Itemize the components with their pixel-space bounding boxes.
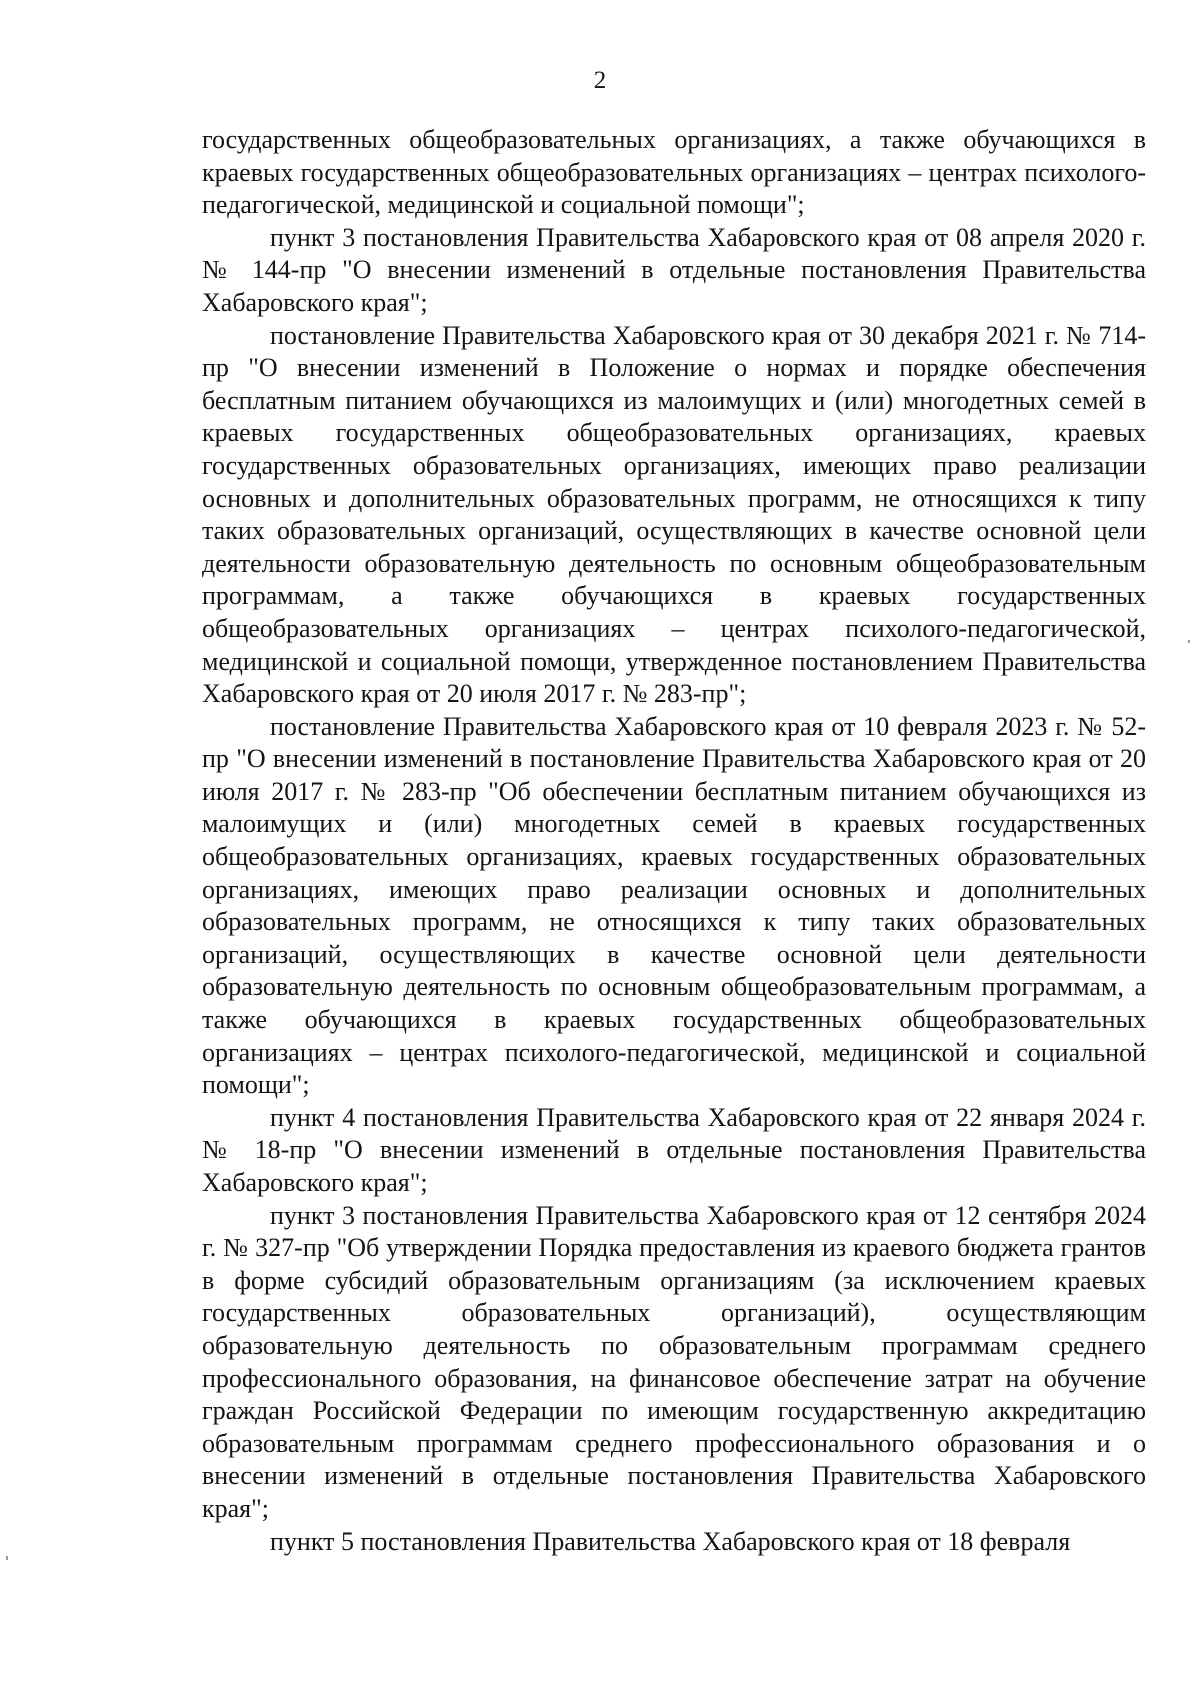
paragraph-item: постановление Правительства Хабаровского края от 30 декабря 2021 г. № 714-пр "О внесении изменений в Положение о нормах и порядке обеспечения бесплатным питанием обучающихся из малоимущих и (или) многодетных семей в краевых государственных общеобразовательных организациях, краевых государственных образовательных организациях, имеющих право реализации основных и дополнительных образовательных программ, не относящихся к типу таких образовательных организаций, осуществляющих в качестве основной цели деятельности образовательную деятельность по основным общеобразовательным программам, а также обучающихся в краевых государственных общеобразовательных организациях – центрах психолого-педагогической, медицинской и социальной помощи, утвержденное постановлением Правительства Хабаровского края от 20 июля 2017 г. № 283-пр"; xyxy=(202,320,1146,709)
paragraph-item: пункт 4 постановления Правительства Хабаровского края от 22 января 2024 г. № 18-пр "О внесении изменений в отдельные постановления Правительства Хабаровского края"; xyxy=(202,1102,1146,1197)
paragraph-item: постановление Правительства Хабаровского края от 10 февраля 2023 г. № 52-пр "О внесении изменений в постановление Правительства Хабаровского края от 20 июля 2017 г. № 283-пр "Об обеспечении бесплатным питанием обучающихся из малоимущих и (или) многодетных семей в краевых государственных общеобразовательных организациях, краевых государственных образовательных организациях, имеющих право реализации основных и дополнительных образовательных программ, не относящихся к типу таких образовательных организаций, осуществляющих в качестве основной цели деятельности образовательную деятельность по основным общеобразовательным программам, а также обучающихся в краевых государственных общеобразовательных организациях – центрах психолого-педагогической, медицинской и социальной помощи"; xyxy=(202,711,1146,1100)
paragraph-item-last: пункт 5 постановления Правительства Хабаровского края от 18 февраля xyxy=(270,1526,1071,1556)
page-number: 2 xyxy=(593,67,607,94)
scan-artifact-left xyxy=(6,1556,8,1560)
scan-artifact-right xyxy=(1188,640,1190,643)
paragraph-item: пункт 3 постановления Правительства Хабаровского края от 08 апреля 2020 г. № 144-пр "О внесении изменений в отдельные постановления Правительства Хабаровского края"; xyxy=(202,222,1146,317)
document-body xyxy=(202,124,1146,1558)
paragraph-continuation: государственных общеобразовательных организациях, а также обучающихся в краевых государственных общеобразовательных организациях – центрах психолого-педагогической, медицинской и социальной помощи"; xyxy=(202,125,1146,220)
paragraph-item: пункт 3 постановления Правительства Хабаровского края от 12 сентября 2024 г. № 327-пр "Об утверждении Порядка предоставления из краевого бюджета грантов в форме субсидий образовательным организациям (за исключением краевых государственных образовательных организаций), осуществляющим образовательную деятельность по образовательным программам среднего профессионального образования, на финансовое обеспечение затрат на обучение граждан Российской Федерации по имеющим государственную аккредитацию образовательным программам среднего профессионального образования и о внесении изменений в отдельные постановления Правительства Хабаровского края"; xyxy=(202,1200,1146,1523)
